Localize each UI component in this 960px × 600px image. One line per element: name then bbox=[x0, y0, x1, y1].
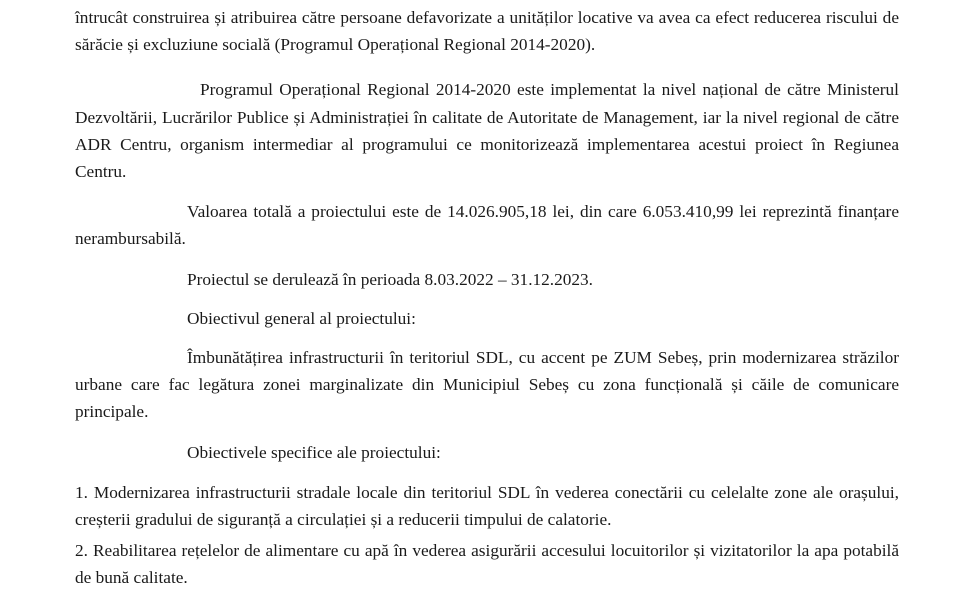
paragraph-project-period: Proiectul se derulează în perioada 8.03.2022 – 31.12.2023. bbox=[187, 269, 593, 289]
paragraph-project-value: Valoarea totală a proiectului este de 14.026.905,18 lei, din care 6.053.410,99 lei reprezintă finanțare nerambursabilă. bbox=[75, 202, 899, 249]
paragraph-general-objective: Îmbunătățirea infrastructurii în teritoriul SDL, cu accent pe ZUM Sebeș, prin modernizarea străzilor urbane care fac legătura zonei marginalizate din Municipiul Sebeș cu zona funcțională și căile de comunicare principale. bbox=[75, 348, 899, 422]
paragraph-program-implementation: Programul Operațional Regional 2014-2020 este implementat la nivel național de către Ministerul Dezvoltării, Lucrărilor Publice și Administrației în calitate de Autoritate de Management, iar la nivel regional de către ADR Centru, organism intermediar al programului ce monitorizează implementarea acestui proiect în Regiunea Centru. bbox=[75, 80, 899, 182]
document-page bbox=[75, 0, 899, 600]
heading-specific-objectives: Obiectivele specifice ale proiectului: bbox=[187, 442, 441, 462]
paragraph-social-risk: întrucât construirea și atribuirea către persoane defavorizate a unităților locative va avea ca efect reducerea riscului de sărăcie și excluziune socială (Programul Operațional Regional 2014-2020). bbox=[75, 8, 899, 55]
list-item-objective-1: 1. Modernizarea infrastructurii stradale locale din teritoriul SDL în vederea conectării cu celelalte zone ale orașului, creșterii gradului de siguranță a circulației și a reducerii timpului de calatorie. bbox=[75, 482, 899, 530]
heading-general-objective: Obiectivul general al proiectului: bbox=[187, 308, 416, 328]
list-item-objective-2: 2. Reabilitarea rețelelor de alimentare cu apă în vederea asigurării accesului locuitorilor și vizitatorilor la apa potabilă de bună calitate. bbox=[75, 541, 899, 588]
